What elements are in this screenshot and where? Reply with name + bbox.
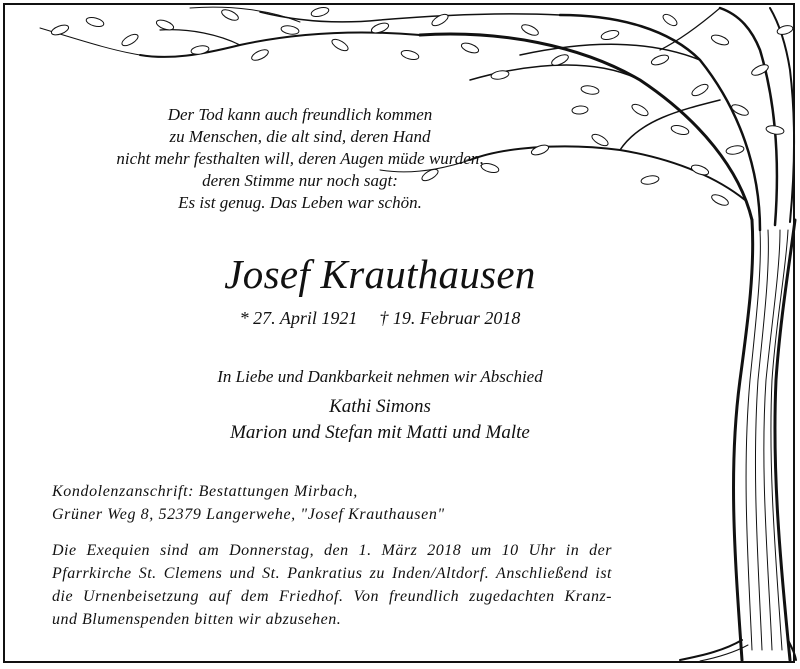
poem-line: deren Stimme nur noch sagt: <box>202 171 398 190</box>
mourner-name: Marion und Stefan mit Matti und Malte <box>230 422 530 443</box>
condolence-line: Grüner Weg 8, 52379 Langerwehe, "Josef Krauthausen" <box>52 506 445 523</box>
poem-line: Der Tod kann auch freundlich kommen <box>167 105 433 124</box>
service-line: die Urnenbeisetzung auf dem Friedhof. Von freundlich zugedachten Kranz- <box>52 588 612 605</box>
condolence-line: Kondolenzanschrift: Bestattungen Mirbach, <box>52 483 358 500</box>
service-info <box>52 539 612 631</box>
service-line: und Blumenspenden bitten wir abzusehen. <box>52 611 342 628</box>
condolence-address <box>52 480 612 526</box>
service-line: Die Exequien sind am Donnerstag, den 1. März 2018 um 10 Uhr in der <box>52 542 612 559</box>
birth-date: * 27. April 1921 <box>239 308 358 328</box>
poem-line: nicht mehr festhalten will, deren Augen müde wurden, <box>116 149 484 168</box>
poem <box>40 104 560 214</box>
life-dates <box>150 306 610 330</box>
deceased-name: Josef Krauthausen <box>224 251 536 297</box>
mourners <box>150 394 610 446</box>
service-line: Pfarrkirche St. Clemens und St. Pankratius zu Inden/Altdorf. Anschließend ist <box>52 565 612 582</box>
mourner-name: Kathi Simons <box>329 396 431 417</box>
poem-line: Es ist genug. Das Leben war schön. <box>178 193 422 212</box>
poem-line: zu Menschen, die alt sind, deren Hand <box>169 127 431 146</box>
death-date: † 19. Februar 2018 <box>379 308 521 328</box>
farewell-line: In Liebe und Dankbarkeit nehmen wir Abschied <box>217 367 543 386</box>
